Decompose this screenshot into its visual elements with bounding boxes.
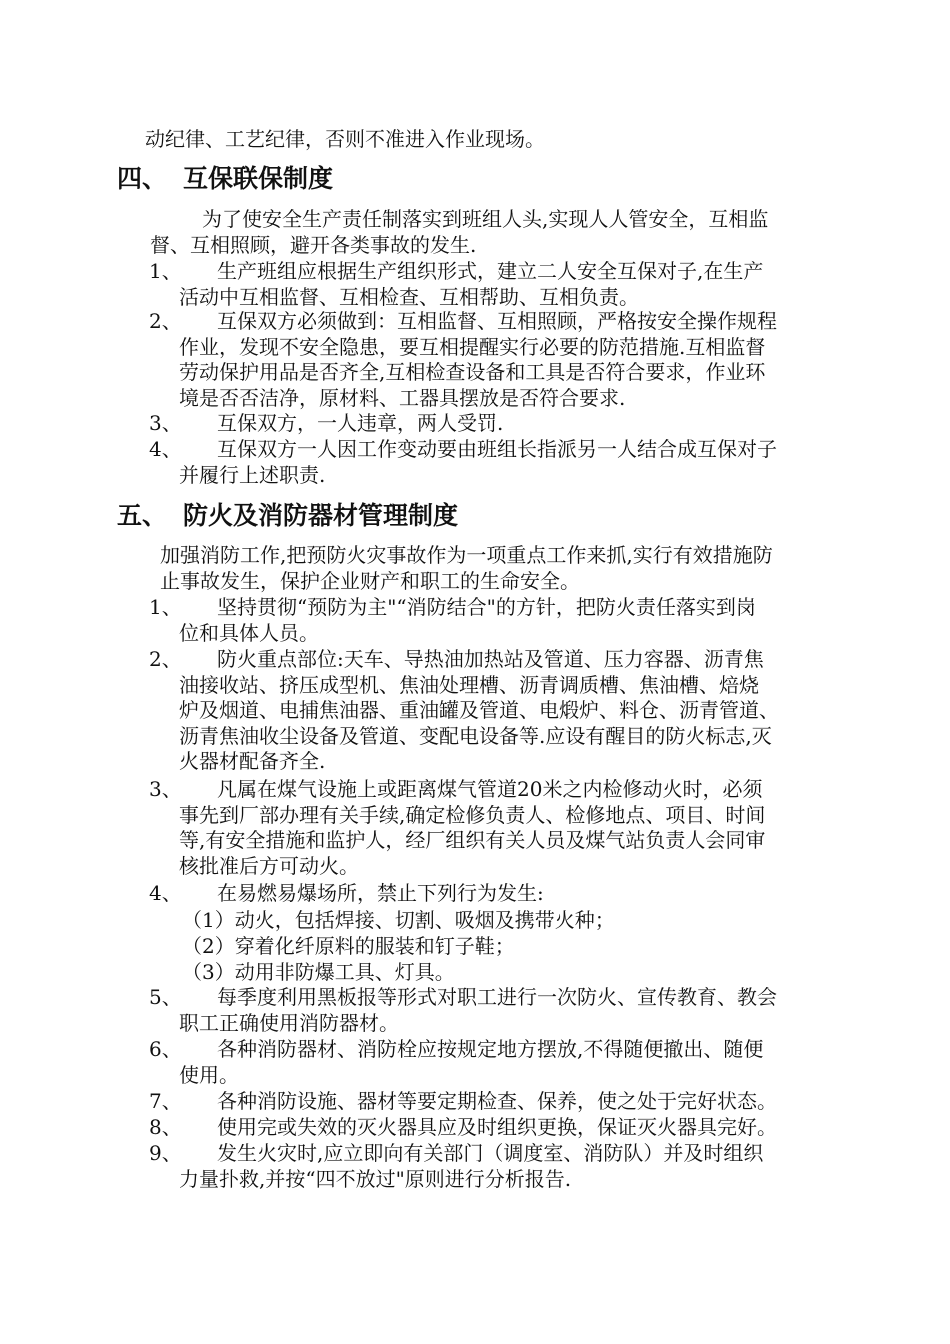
section4-item-1 (149, 259, 849, 310)
item-text-line: 互保双方一人因工作变动要由班组长指派另一人结合成互保对子 (217, 437, 777, 461)
section4-title: 互保联保制度 (183, 164, 334, 193)
item-text-line: 位和具体人员。 (179, 620, 319, 645)
item-text-line: 等,有安全措施和监护人，经厂组织有关人员及煤气站负责人会同审 (179, 828, 766, 852)
item-text-line: 事先到厂部办理有关手续,确定检修负责人、检修地点、项目、时间 (179, 802, 766, 827)
item-text-line: 力量扑救,并按“四不放过"原则进行分析报告. (179, 1166, 572, 1191)
item-number: 3、 (149, 411, 182, 435)
item-number: 2、 (149, 309, 182, 333)
item-text-line: 凡属在煤气设施上或距离煤气管道20米之内检修动火时，必须 (217, 777, 763, 801)
section4-item-3 (149, 411, 849, 437)
item-text-line: 防火重点部位:天车、导热油加热站及管道、压力容器、沥青焦 (217, 647, 764, 671)
section5-intro-line-1: 加强消防工作,把预防火灾事故作为一项重点工作来抓,实行有效措施防 (160, 543, 773, 567)
item-text-line: 各种消防器材、消防栓应按规定地方摆放,不得随便撤出、随便 (217, 1037, 764, 1061)
item-text-line: 沥青焦油收尘设备及管道、变配电设备等.应设有醒目的防火标志,灭 (179, 723, 772, 748)
item-number: 8、 (149, 1115, 182, 1139)
item-text-line: 在易燃易爆场所，禁止下列行为发生: (217, 881, 544, 905)
section4-intro-line-1: 为了使安全生产责任制落实到班组人头,实现人人管安全，互相监 (202, 207, 769, 231)
section5-item-5 (149, 985, 849, 1036)
item-number: 6、 (149, 1037, 182, 1061)
section4-intro-line-2: 督、互相照顾，避开各类事故的发生. (150, 233, 477, 257)
section5-intro-line-2: 止事故发生，保护企业财产和职工的生命安全。 (160, 569, 580, 593)
section5-number: 五、 (117, 501, 168, 530)
item-text-line: 油接收站、挤压成型机、焦油处理槽、沥青调质槽、焦油槽、焙烧 (179, 672, 759, 697)
section5-item-6 (149, 1037, 849, 1088)
item-number: 4、 (149, 437, 182, 461)
section5-item-1 (149, 595, 849, 646)
item-text-line: 并履行上述职责. (179, 462, 326, 487)
item-text-line: 境是否否洁净，原材料、工器具摆放是否符合要求. (179, 385, 626, 410)
section5-item-4 (149, 881, 849, 907)
section5-item-7 (149, 1089, 849, 1115)
item-number: 2、 (149, 647, 182, 671)
item-text-line: 生产班组应根据生产组织形式，建立二人安全互保对子,在生产 (217, 259, 764, 283)
intro-tail: 动纪律、工艺纪律，否则不准进入作业现场。 (145, 127, 545, 151)
item-text-line: 使用。 (179, 1062, 239, 1087)
section4-item-2 (149, 309, 849, 411)
item-number: 4、 (149, 881, 182, 905)
item-text-line: 核批准后方可动火。 (179, 853, 359, 878)
item-text-line: 每季度利用黑板报等形式对职工进行一次防火、宣传教育、教会 (217, 985, 777, 1009)
section5-subitem-3: （3）动用非防爆工具、灯具。 (182, 960, 455, 984)
item-text-line: 发生火灾时,应立即向有关部门（调度室、消防队）并及时组织 (217, 1141, 764, 1165)
section4-item-4 (149, 437, 849, 488)
item-text-line: 各种消防设施、器材等要定期检查、保养，使之处于完好状态。 (217, 1089, 777, 1113)
item-text-line: 使用完或失效的灭火器具应及时组织更换，保证灭火器具完好。 (217, 1115, 777, 1139)
section5-title: 防火及消防器材管理制度 (183, 501, 459, 530)
item-number: 5、 (149, 985, 182, 1009)
item-text-line: 职工正确使用消防器材。 (179, 1010, 399, 1035)
item-text-line: 坚持贯彻“预防为主"“消防结合"的方针，把防火责任落实到岗 (217, 595, 756, 619)
section5-item-3 (149, 777, 849, 879)
item-number: 7、 (149, 1089, 182, 1113)
item-text-line: 互保双方，一人违章，两人受罚. (217, 411, 504, 435)
section5-heading (117, 500, 458, 532)
item-text-line: 劳动保护用品是否齐全,互相检查设备和工具是否符合要求，作业环 (179, 360, 766, 384)
section4-heading (117, 163, 333, 195)
item-number: 1、 (149, 259, 182, 283)
section5-subitem-1: （1）动火，包括焊接、切割、吸烟及携带火种； (182, 908, 615, 932)
item-text-line: 活动中互相监督、互相检查、互相帮助、互相负责。 (179, 284, 639, 309)
section5-subitem-2: （2）穿着化纤原料的服装和钉子鞋； (182, 934, 515, 958)
item-number: 1、 (149, 595, 182, 619)
item-text-line: 互保双方必须做到：互相监督、互相照顾，严格按安全操作规程 (217, 309, 777, 333)
item-number: 3、 (149, 777, 182, 801)
item-text-line: 炉及烟道、电捕焦油器、重油罐及管道、电煅炉、料仓、沥青管道、 (179, 698, 779, 722)
section4-number: 四、 (117, 164, 168, 193)
section5-item-8 (149, 1115, 849, 1141)
item-text-line: 火器材配备齐全. (179, 749, 326, 773)
section5-item-9 (149, 1141, 849, 1192)
item-text-line: 作业，发现不安全隐患，要互相提醒实行必要的防范措施.互相监督 (179, 334, 766, 359)
section5-item-2 (149, 647, 849, 775)
item-number: 9、 (149, 1141, 182, 1165)
